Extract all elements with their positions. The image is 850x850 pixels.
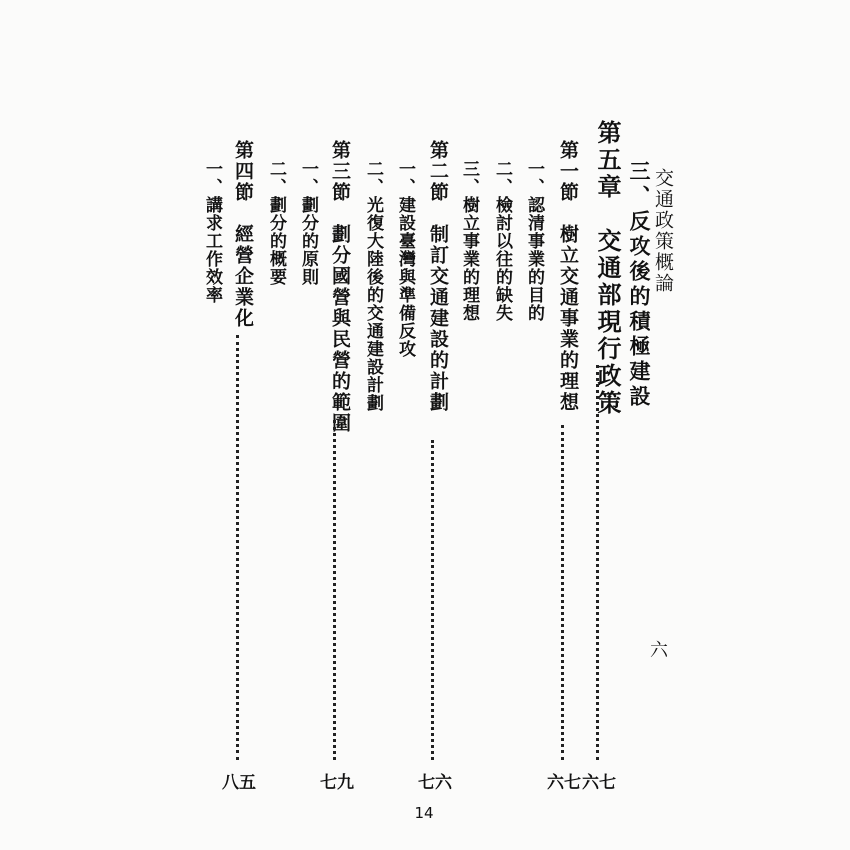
page-number-chapter-5: 六七	[582, 773, 616, 793]
toc-section-4: 第四節 經營企業化	[232, 140, 254, 329]
toc-section-1: 第一節 樹立交通事業的理想	[557, 140, 579, 413]
toc-item-1-3: 三、樹立事業的理想	[459, 160, 479, 322]
toc-item-2-2: 二、光復大陸後的交通建設計劃	[363, 160, 383, 412]
page-number-section-4: 八五	[222, 773, 256, 793]
toc-item-2-1: 一、建設臺灣與準備反攻	[395, 160, 415, 358]
toc-item-1-2: 二、檢討以往的缺失	[492, 160, 512, 322]
toc-section-3: 第三節 劃分國營與民營的範圍	[329, 140, 351, 434]
toc-item-3-2: 二、劃分的概要	[266, 160, 286, 286]
running-header: 交通政策概論	[652, 168, 674, 294]
dot-leader-chapter-5	[596, 365, 599, 760]
dot-leader-section-2	[431, 440, 434, 760]
dot-leader-section-3	[333, 420, 336, 760]
toc-item-4-1: 一、講求工作效率	[202, 160, 222, 304]
page-number-section-1: 六七	[547, 773, 581, 793]
toc-chapter-5: 第五章 交通部現行政策	[593, 120, 622, 417]
dot-leader-section-1	[561, 425, 564, 760]
toc-entry-1: 三、反攻後的積極建設	[627, 160, 652, 410]
page-number-section-3: 七九	[320, 773, 354, 793]
page-number-section-2: 七六	[418, 773, 452, 793]
toc-item-3-1: 一、劃分的原則	[298, 160, 318, 286]
dot-leader-section-4	[236, 335, 239, 760]
toc-item-1-1: 一、認清事業的目的	[524, 160, 544, 322]
side-page-mark: 六	[650, 640, 668, 661]
folio-page-number: 14	[414, 804, 434, 822]
toc-section-2: 第二節 制訂交通建設的計劃	[427, 140, 449, 413]
